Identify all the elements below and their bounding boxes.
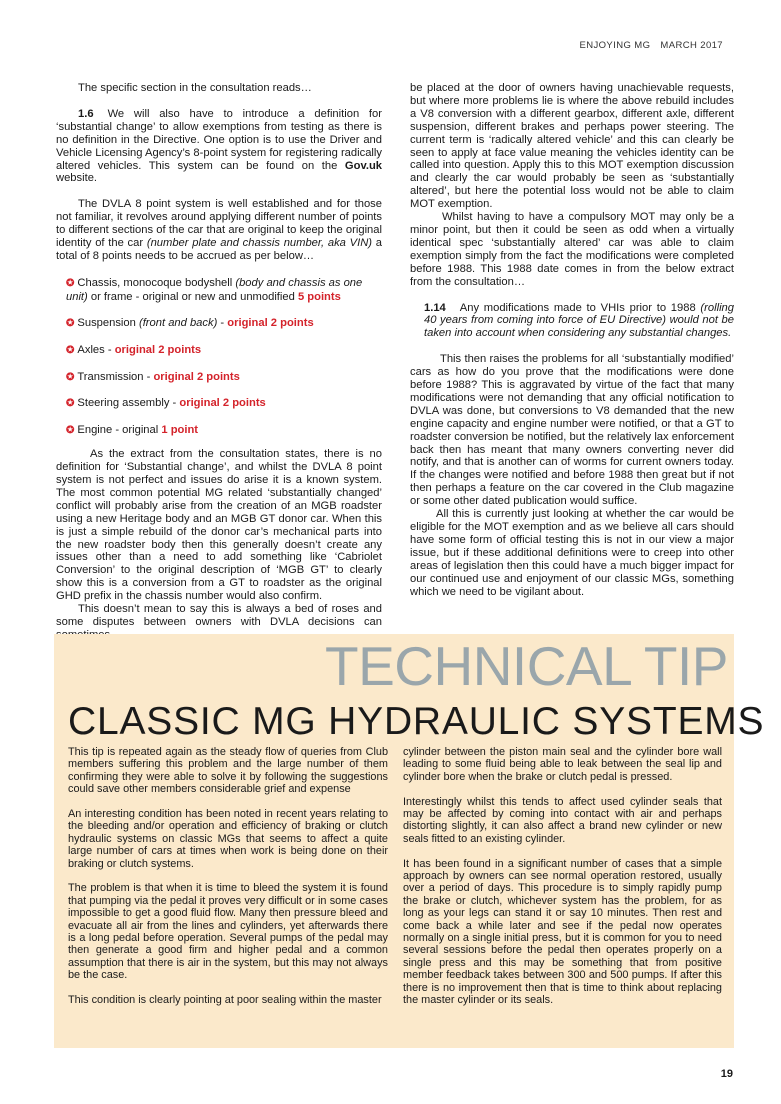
item-label: Chassis, monocoque bodyshell: [77, 276, 236, 289]
item-points: original 2 points: [153, 370, 240, 383]
item-points: 1 point: [161, 424, 199, 437]
points-item-axles: [66, 344, 382, 358]
tip-left-column: [68, 746, 388, 1019]
dvla-text-b: a total of 8 points needs to be accrued as per below…: [56, 237, 382, 262]
points-item-engine: [66, 424, 382, 438]
dvla-text-a: The DVLA 8 point system is well established and for those not familiar, it revolves around applying different number of points to different sections of the car that are original to keep the original identity of the car: [56, 198, 382, 250]
item-points: 5 points: [297, 290, 341, 303]
tip-paragraph: This condition is clearly pointing at poor sealing within the master: [68, 994, 382, 1007]
quote-number: 1.6: [78, 107, 94, 120]
item-italic: (body and chassis as one unit): [66, 276, 363, 303]
dvla-paragraph: [56, 198, 382, 263]
item-label: Steering assembly -: [77, 397, 180, 410]
circled-star-bullet-icon: ✪: [66, 277, 75, 289]
gov-uk-text: Gov.uk: [344, 159, 382, 172]
page-number: 19: [720, 1068, 733, 1080]
item-rest: or frame - original or new and unmodified: [87, 290, 298, 303]
points-list: [56, 277, 382, 438]
circled-star-bullet-icon: ✪: [66, 317, 75, 329]
whilst-paragraph: Whilst having to have a compulsory MOT may only be a minor point, but then it could be seen as odd when a virtually identical spec ‘substantially altered’ car was able to claim exemption simply from the fact the modifications were completed before 1988. This 1988 date comes in from the below extract from the consultation…: [410, 211, 734, 288]
extract-paragraph: As the extract from the consultation states, there is no definition for ‘Substantial change’, and whilst the DVLA 8 point system is not perfect and issues do arise it is a known system. The most common potential MG related ‘substantially changed’ conflict will probably arise from the creation of an MGB roadster using a new Heritage body and an MGB GT donor car. When this is just a simple rebuild of the donor car’s mechanical parts into the new roadster body then this generally doesn’t create any issues other than a need to add something like ‘Cabriolet Conversion’ to the original description of ‘MGB GT’ to clearly show this is a conversion from a GT to roadster as the original GHD prefix in the chassis number would also confirm.: [56, 448, 382, 603]
quote-end: website.: [56, 172, 98, 185]
all-paragraph: All this is currently just looking at whether the car would be eligible for the MOT exemption and as we believe all cars should have some form of official testing this is not in our view a major issue, but if these additional definitions were to creep into other areas of legislation then this could have a much bigger impact for our continued use and enjoyment of our classic MGs, something which we need to be vigilant about.: [410, 508, 734, 598]
quote-text: We will also have to introduce a definition for ‘substantial change’ to allow exemptions from testing as there is no definition in the Directive. One option is to use the Driver and Vehicle Licensing Agency’s 8-point system for registering radically altered vehicles. This system can be found on the: [56, 107, 382, 172]
item-points: original 2 points: [227, 316, 314, 329]
roses-paragraph: This doesn’t mean to say this is always a bed of roses and some disputes between owners with DVLA decisions can: [56, 603, 382, 628]
item-points: original 2 points: [114, 343, 202, 356]
circled-star-bullet-icon: ✪: [66, 425, 75, 437]
quote-text: Any modifications made to VHIs prior to 1988: [459, 301, 701, 314]
right-column: [410, 82, 734, 598]
running-header: [579, 40, 723, 51]
technical-tip-box: [54, 634, 765, 1048]
raises-paragraph: This then raises the problems for all ‘substantially modified’ cars as how do you prove that the modifications were done before 1988? This is aggravated by virtue of the fact that many modifications were not demanding that any official notification to DVLA was done, but conversions to V8 demanded that the new engine capacity and engine number were notified, or that a GT to roadster conversion be notified, but the relatively lax enforcement back then has meant that many owners converting never did notify, and that is another can of worms for current owners today. If the changes were notified and before 1988 then great but if not then perhaps a feature on the car covered in the Club magazine or some other dated publication would suffice.: [410, 353, 734, 508]
item-label: Suspension: [77, 316, 139, 329]
continued-paragraph: be placed at the door of owners having unachievable requests, but where more problems lie is where the above rebuild includes a V8 conversion with a different gearbox, different axle, different suspension, different brakes and perhaps power steering. The current term is ‘radically altered vehicle’ and this can clearly be seen to apply at face value meaning the vehicles identity can be called into question. Apply this to this MOT exemption discussion and clearly the car would probably be seen as ‘substantially altered’, but here the potential loss would not be able to claim MOT exemption.: [410, 82, 734, 211]
item-label: Axles -: [77, 343, 115, 356]
tip-paragraph: An interesting condition has been noted in recent years relating to the bleeding and/or operation and efficiency of braking or clutch hydraulic systems on classic MGs that seems to affect a quite large number of cars at times when work is being done on their braking or clutch systems.: [68, 808, 388, 870]
item-rest: -: [217, 316, 228, 329]
tip-title: CLASSIC MG HYDRAULIC SYSTEMS: [68, 700, 765, 743]
quote-1-14: [424, 302, 734, 341]
technical-tip-label: TECHNICAL TIP: [324, 635, 728, 697]
points-item-suspension: [66, 317, 382, 331]
dvla-text-italic: (number plate and chassis number, aka VIN): [146, 237, 373, 250]
quote-italic: (rolling 40 years from coming into force of EU Directive) would not be taken into account when considering any substantial changes.: [424, 301, 734, 340]
circled-star-bullet-icon: ✪: [66, 398, 75, 410]
circled-star-bullet-icon: ✪: [66, 344, 75, 356]
circled-star-bullet-icon: ✪: [66, 371, 75, 383]
item-label: Transmission -: [77, 370, 154, 383]
points-item-chassis: [66, 277, 382, 304]
tip-paragraph: This tip is repeated again as the steady flow of queries from Club members suffering this problem and the large number of them confirming they were able to solve it by following the suggestions could save other members considerable grief and expense: [68, 746, 388, 796]
tip-paragraph: Interestingly whilst this tends to affect used cylinder seals that may be affected by coming into contact with air and perhaps distorting slightly, it can also affect a brand new cylinder or new seals fitted to an existing cylinder.: [403, 795, 722, 845]
tip-right-column: [403, 746, 722, 1019]
quote-number: 1.14: [424, 301, 446, 314]
tip-paragraph: cylinder between the piston main seal and the cylinder bore wall leading to some fluid being able to leak between the seal lip and cylinder bore when the brake or clutch pedal is pressed.: [403, 746, 722, 783]
tip-paragraph: It has been found in a significant number of cases that a simple approach by owners can see normal operation restored, usually over a period of days. This procedure is to simply rapidly pump the brake or clutch, whichever system has the problem, for as long as your legs can stand it or say 10 minutes. Then rest and come back a while later and see if the pedal now operates normally on a single initial press, but it is common for you to need several sessions before the pedal then operates properly on a single press and this may be something that from positive member feedback takes between 300 and 500 pumps. If after this there is no improvement then that is time to think about replacing the master cylinder or its seals.: [403, 857, 722, 1007]
left-column: [56, 82, 382, 642]
quote-1-6: [56, 108, 382, 185]
item-points: original 2 points: [179, 397, 266, 410]
header-date: MARCH 2017: [660, 40, 723, 51]
item-italic: (front and back): [138, 316, 218, 329]
intro-paragraph: The specific section in the consultation reads…: [78, 82, 312, 94]
points-item-steering: [66, 397, 382, 411]
points-item-transmission: [66, 371, 382, 385]
header-section: ENJOYING MG: [579, 40, 651, 51]
item-label: Engine - original: [77, 424, 162, 437]
tip-paragraph: The problem is that when it is time to bleed the system it is found that pumping via the pedal it proves very difficult or in some cases impossible to get a good fluid flow. Many then pressure bleed and evacuate all air from the lines and cylinders, yet afterwards there is a long pedal before operation. Several pumps of the pedal may then generate a good firm and higher pedal and a common assumption that there is air in the system, but this may not always be the case.: [68, 882, 388, 982]
